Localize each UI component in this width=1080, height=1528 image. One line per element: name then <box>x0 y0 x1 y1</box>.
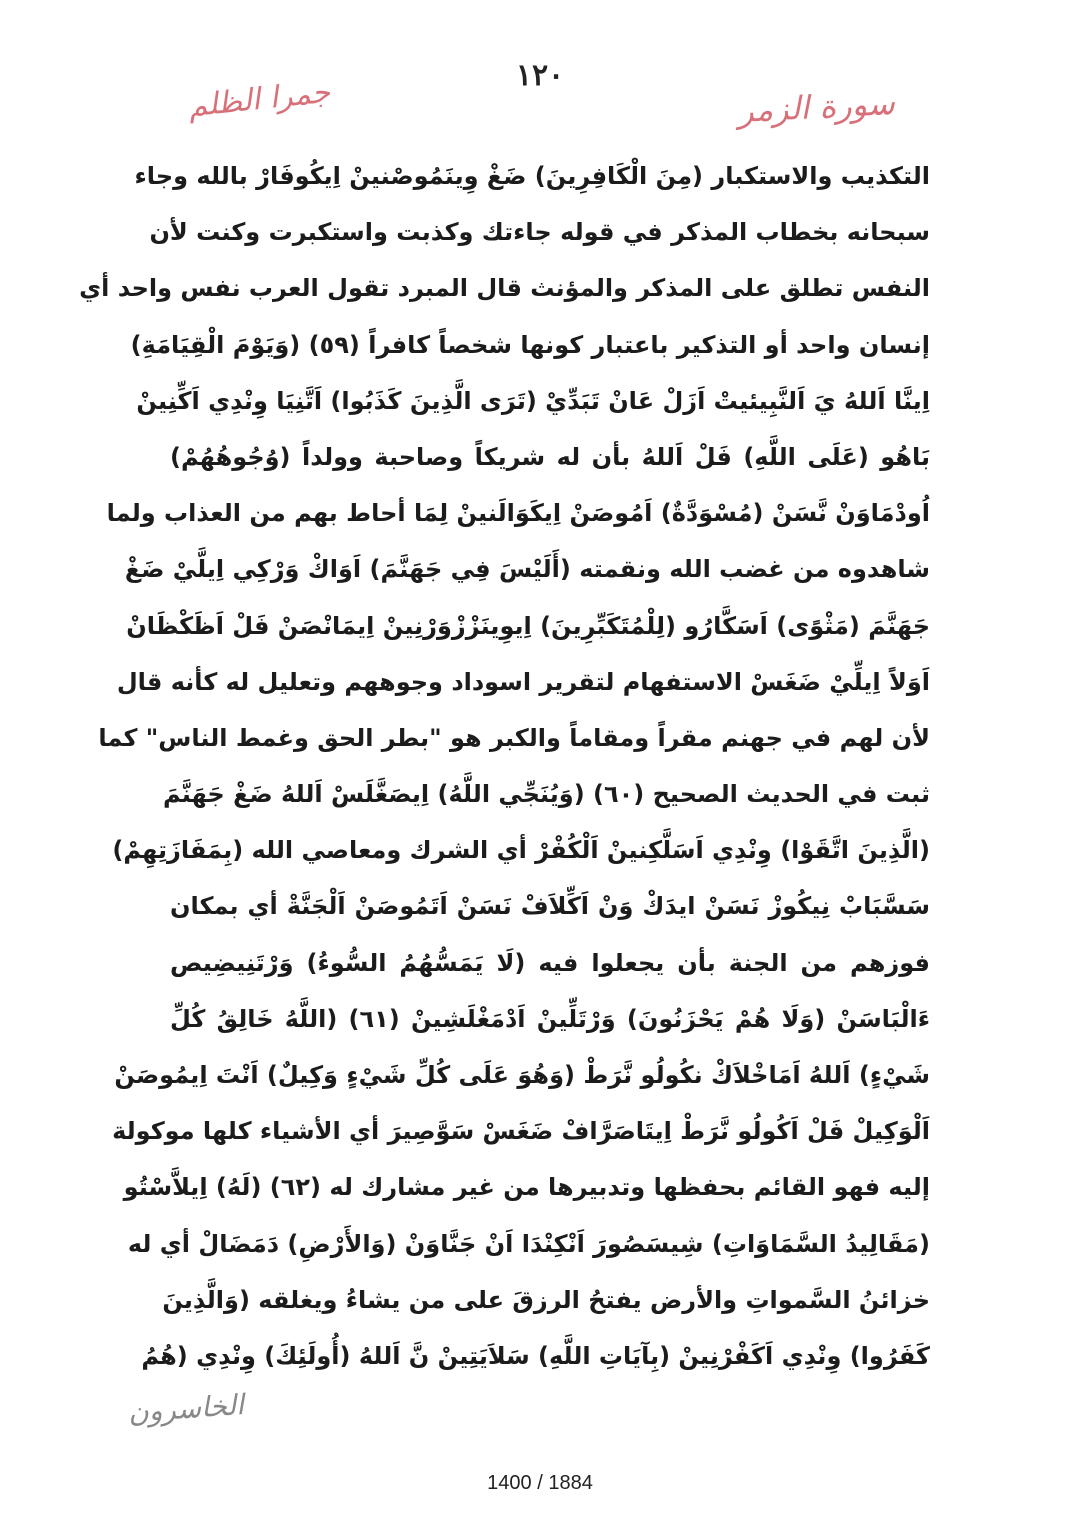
handwritten-surah-title: سورة الزمر <box>737 83 896 131</box>
text-line: (مَقَالِيدُ السَّمَاوَاتِ) شِيسَصُورَ اَنْكِنْدَا اَنْ جَنَّاوَنْ (وَالأَرْضِ) دَمَضَالْ أي له <box>127 1229 930 1258</box>
text-line: لأن لهم في جهنم مقراً ومقاماً والكبر هو "بطر الحق وغمط الناس" كما <box>98 723 930 752</box>
handwritten-margin-note: جمرا الظلم <box>186 74 332 125</box>
text-line: اِينَّا اَللهُ يَ اَلنَّبِيئيتْ اَزَلْ عَانْ تَبَدِّيْ (تَرَى الَّذِينَ كَذَبُوا) اَتَّنِيَا وِنْدِي اَكِّنِينْ <box>136 386 930 415</box>
text-line: (الَّذِينَ اتَّقَوْا) وِنْدِي اَسَلَّكِنينْ اَلْكُفْرْ أي الشرك ومعاصي الله (بِمَفَازَتِهِمْ) <box>112 836 930 865</box>
text-line: إليه فهو القائم بحفظها وتدبيرها من غير مشارك له (٦٢) (لَهُ) اِيلاَّسْتُو <box>123 1173 930 1202</box>
page-number: ١٢٠ <box>515 58 565 93</box>
text-line: النفس تطلق على المذكر والمؤنث قال المبرد تقول العرب نفس واحد أي <box>79 274 930 303</box>
body-text <box>79 148 930 1384</box>
text-line: شَيْءٍ) اَللهُ اَمَاخْلاَكْ نكُولُو نَّرَطْ (وَهُوَ عَلَى كُلِّ شَيْءٍ وَكِيلٌ) اَنْتَ اِيمُوصَنْ <box>114 1061 930 1089</box>
text-line: إنسان واحد أو التذكير باعتبار كونها شخصاً كافراً (٥٩) (وَيَوْمَ الْقِيَامَةِ) <box>130 330 930 359</box>
text-line: شاهدوه من غضب الله ونقمته (أَلَيْسَ فِي جَهَنَّمَ) اَوَاكْ وَرْكِي اِيلَّيْ ضَغْ <box>124 555 930 584</box>
text-line: اُودْمَاوَنْ نَّسَنْ (مُسْوَدَّةٌ) اَمُوصَنْ اِيكَوَالَنينْ لِمَا أحاط بهم من العذاب ولما <box>106 499 930 528</box>
text-line: التكذيب والاستكبار (مِنَ الْكَافِرِينَ) ضَغْ وِينَمُوصْنينْ اِيكُوفَارْ بالله وجاء <box>134 162 930 190</box>
page-counter: 1400 / 1884 <box>487 1472 593 1494</box>
text-line: كَفَرُوا) وِنْدِي اَكَفْرْنِينْ (بِآيَاتِ اللَّهِ) سَلاَيَتِينْ نَّ اَللهُ (أُولَئِكَ) وِنْدِي (هُمُ <box>141 1341 930 1370</box>
text-line: اَوَلاً اِيلِّيْ ضَغَسْ الاستفهام لتقرير اسوداد وجوههم وتعليل له كأنه قال <box>116 667 930 696</box>
text-line: خزائنُ السَّمواتِ والأرض يفتحُ الرزقَ على من يشاءُ ويغلقه (وَالَّذِينَ <box>162 1285 930 1314</box>
text-line: ثبت في الحديث الصحيح (٦٠) (وَيُنَجِّي اللَّهُ) اِيصَغَّلَسْ اَللهُ ضَغْ جَهَنَّمَ <box>162 780 930 809</box>
text-line: سَسَّبَابْ نِيكُوزْ نَسَنْ ايدَكْ وَنْ اَكِّلاَفْ نَسَنْ اَتَمُوصَنْ اَلْجَنَّةْ أي بمكان <box>170 892 930 921</box>
handwritten-catchword: الخاسرون <box>126 1387 245 1430</box>
text-line: فوزهم من الجنة بأن يجعلوا فيه (لَا يَمَسُّهُمُ السُّوءُ) وَرْتَنِيضِيص <box>170 948 930 977</box>
text-line: جَهَنَّمَ (مَثْوًى) اَسَكَّارُو (لِلْمُتَكَبِّرِينَ) اِيوِينَزْزْوَرْنِينْ اِيمَانْصَنْ فَلْ اَظَكْظَانْ <box>126 611 930 640</box>
text-line: اَلْوَكِيلْ فَلْ اَكُولُو نَّرَطْ اِيتَاصَرَّافْ ضَغَسْ سَوَّصِيرَ أي الأشياء كلها موكولة <box>112 1117 930 1146</box>
text-line: ءَالْبَاسَنْ (وَلَا هُمْ يَحْزَنُونَ) وَرْتَلِّينْ اَدْمَغْلَشِينْ (٦١) (اللَّهُ خَالِقُ كُلِّ <box>170 1004 930 1033</box>
text-line: بَاهُو (عَلَى اللَّهِ) فَلْ اَللهُ بأن له شريكاً وصاحبة وولداً (وُجُوهُهُمْ) <box>170 442 930 471</box>
text-line: سبحانه بخطاب المذكر في قوله جاءتك وكذبت واستكبرت وكنت لأن <box>149 218 930 247</box>
